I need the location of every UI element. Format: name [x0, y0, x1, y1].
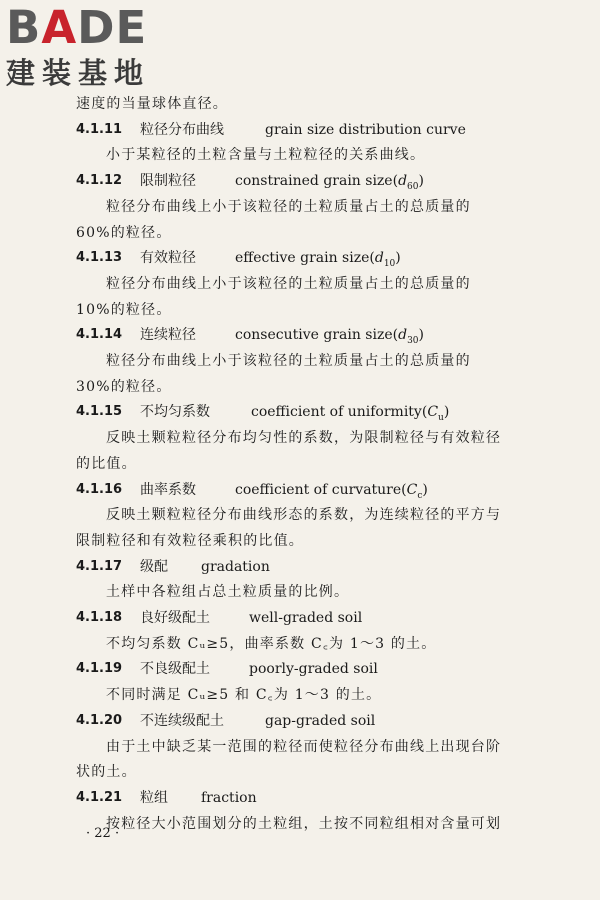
bade-logo [6, 1, 186, 90]
definition-line: 粒径分布曲线上小于该粒径的土粒质量占土的总质量的 [106, 353, 471, 369]
definition-line: 按粒径大小范围划分的土粒组，土按不同粒组相对含量可划 [106, 815, 502, 832]
definition-line: 由于土中缺乏某一范围的粒径而使粒径分布曲线上出现台阶 [106, 738, 502, 755]
clause-number: 4.1.18 [76, 610, 123, 625]
logo-wordmark: BADE [6, 1, 148, 54]
term-chinese: 连续粒径 [140, 327, 196, 344]
definition-line: 粒径分布曲线上小于该粒径的土粒质量占土的总质量的 [106, 198, 471, 215]
definition-continuation: 10%的粒径。 [76, 301, 172, 318]
clause-number: 4.1.13 [76, 250, 123, 266]
term-chinese: 限制粒径 [140, 173, 196, 190]
term-chinese: 不连续级配土 [140, 712, 224, 729]
term-english: constrained grain $size(d_{60})$ [235, 173, 424, 192]
term-english: grain size distribution curve [265, 121, 466, 138]
definition-line: 不同时满足 Cᵤ≥5 和 C꜀为 1～3 的土。 [106, 687, 382, 704]
clause-number: 4.1.19 [76, 661, 123, 677]
definition-line: 小于某粒径的土粒含量与土粒粒径的关系曲线。 [106, 147, 426, 164]
definition-continuation: 速度的当量球体直径。 [76, 96, 228, 112]
term-english: gap-graded soil [265, 712, 376, 729]
definition-continuation: 的比值。 [76, 455, 137, 472]
term-english: fraction [201, 789, 257, 806]
definition-line: 土样中各粒组占总土粒质量的比例。 [106, 584, 350, 601]
definition-continuation: 限制粒径和有效粒径乘积的比值。 [76, 532, 304, 549]
term-english: consecutive grain $size(d_{30})$ [235, 327, 424, 347]
clause-number: 4.1.12 [76, 173, 123, 189]
definition-line: 反映土颗粒粒径分布曲线形态的系数，为连续粒径的平方与 [106, 507, 502, 524]
clause-number: 4.1.21 [76, 789, 123, 805]
term-chinese: 粒组 [140, 789, 168, 806]
clause-number: 4.1.16 [76, 481, 123, 497]
term-chinese: 曲率系数 [140, 481, 196, 498]
term-english: well-graded soil [249, 610, 363, 626]
definition-continuation: 60%的粒径。 [76, 224, 172, 241]
term-chinese: 不均匀系数 [140, 404, 210, 421]
term-chinese: 不良级配土 [140, 661, 210, 678]
term-english: coefficient of $uniformity(C_u)$ [251, 404, 450, 424]
clause-number: 4.1.14 [76, 327, 123, 343]
page-number: · 22 · [86, 826, 120, 841]
definition-line: 粒径分布曲线上小于该粒径的土粒质量占土的总质量的 [106, 275, 471, 292]
term-english: gradation [201, 558, 270, 575]
term-chinese: 级配 [140, 558, 168, 575]
definition-line: 不均匀系数 Cᵤ≥5，曲率系数 C꜀为 1～3 的土。 [106, 635, 437, 652]
definition-continuation: 30%的粒径。 [76, 378, 172, 395]
clause-number: 4.1.17 [76, 558, 123, 574]
clause-number: 4.1.15 [76, 404, 123, 420]
term-chinese: 有效粒径 [140, 250, 196, 267]
definition-continuation: 状的土。 [76, 764, 137, 781]
term-english: coefficient of $curvature(C_c)$ [235, 481, 428, 501]
term-english: effective grain $size(d_{10})$ [235, 250, 401, 269]
term-chinese: 粒径分布曲线 [140, 121, 224, 138]
clause-number: 4.1.20 [76, 712, 123, 728]
clause-number: 4.1.11 [76, 121, 123, 137]
term-chinese: 良好级配土 [140, 610, 210, 626]
definition-line: 反映土颗粒粒径分布均匀性的系数，为限制粒径与有效粒径 [106, 430, 502, 447]
term-english: poorly-graded soil [249, 661, 378, 678]
logo-chinese: 建装基地 [6, 56, 151, 90]
